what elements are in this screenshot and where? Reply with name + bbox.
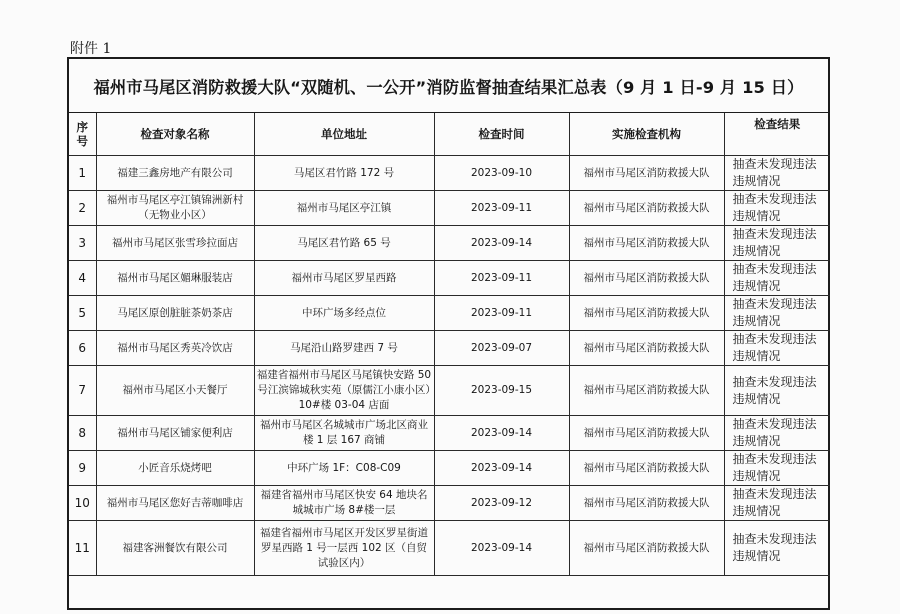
row-name: 福州市马尾区小天餐厅	[96, 366, 254, 416]
header-name: 检查对象名称	[96, 113, 254, 156]
row-result: 抽查未发现违法违规情况	[724, 261, 830, 296]
row-name: 福州市马尾区秀英冷饮店	[96, 331, 254, 366]
row-result: 抽查未发现违法违规情况	[724, 451, 830, 486]
row-time: 2023-09-14	[434, 521, 569, 576]
row-seq: 10	[69, 486, 96, 521]
row-result: 抽查未发现违法违规情况	[724, 486, 830, 521]
table-row	[69, 261, 830, 296]
table-row	[69, 191, 830, 226]
row-agency: 福州市马尾区消防救援大队	[569, 156, 724, 191]
row-seq: 6	[69, 331, 96, 366]
row-address: 中环广场 1F：C08-C09	[254, 451, 434, 486]
row-seq: 7	[69, 366, 96, 416]
row-agency: 福州市马尾区消防救援大队	[569, 366, 724, 416]
row-agency: 福州市马尾区消防救援大队	[569, 261, 724, 296]
row-address: 马尾区君竹路 172 号	[254, 156, 434, 191]
row-time: 2023-09-10	[434, 156, 569, 191]
row-agency: 福州市马尾区消防救援大队	[569, 331, 724, 366]
row-time: 2023-09-11	[434, 296, 569, 331]
row-time: 2023-09-14	[434, 226, 569, 261]
header-seq-line1: 序	[76, 120, 88, 134]
row-address: 福州市马尾区亭江镇	[254, 191, 434, 226]
row-name: 福州市马尾区您好吉蒂咖啡店	[96, 486, 254, 521]
table-row	[69, 366, 830, 416]
row-agency: 福州市马尾区消防救援大队	[569, 416, 724, 451]
table-row	[69, 486, 830, 521]
row-time: 2023-09-12	[434, 486, 569, 521]
row-seq: 1	[69, 156, 96, 191]
row-address: 中环广场多经点位	[254, 296, 434, 331]
attachment-label: 附件 1	[70, 41, 112, 57]
row-seq: 3	[69, 226, 96, 261]
row-agency: 福州市马尾区消防救援大队	[569, 226, 724, 261]
summary-sheet	[67, 57, 830, 610]
row-time: 2023-09-14	[434, 451, 569, 486]
header-address: 单位地址	[254, 113, 434, 156]
row-address: 福州市马尾区罗星西路	[254, 261, 434, 296]
row-seq: 8	[69, 416, 96, 451]
header-seq	[69, 113, 96, 156]
header-seq-line2: 号	[76, 134, 88, 148]
row-seq: 2	[69, 191, 96, 226]
row-address: 福建省福州市马尾区马尾镇快安路 50 号江滨锦城秋实苑（原儒江小康小区）10#楼 03-04 店面	[254, 366, 434, 416]
row-result: 抽查未发现违法违规情况	[724, 226, 830, 261]
row-seq: 5	[69, 296, 96, 331]
row-address: 福建省福州市马尾区开发区罗星街道罗星西路 1 号一层西 102 区（自贸试验区内）	[254, 521, 434, 576]
row-name: 福建客洲餐饮有限公司	[96, 521, 254, 576]
row-result: 抽查未发现违法违规情况	[724, 331, 830, 366]
row-seq: 4	[69, 261, 96, 296]
header-result: 检查结果	[724, 113, 830, 156]
row-result: 抽查未发现违法违规情况	[724, 521, 830, 576]
row-address: 福州市马尾区名城城市广场北区商业楼 1 层 167 商铺	[254, 416, 434, 451]
table-row	[69, 416, 830, 451]
row-address: 马尾区君竹路 65 号	[254, 226, 434, 261]
row-result: 抽查未发现违法违规情况	[724, 416, 830, 451]
row-seq: 11	[69, 521, 96, 576]
row-agency: 福州市马尾区消防救援大队	[569, 521, 724, 576]
table-row	[69, 226, 830, 261]
table-header-row	[69, 113, 830, 156]
row-name: 福建三鑫房地产有限公司	[96, 156, 254, 191]
row-agency: 福州市马尾区消防救援大队	[569, 486, 724, 521]
row-name: 福州市马尾区张雪珍拉面店	[96, 226, 254, 261]
row-name: 福州市马尾区媚琳服装店	[96, 261, 254, 296]
row-result: 抽查未发现违法违规情况	[724, 366, 830, 416]
row-agency: 福州市马尾区消防救援大队	[569, 451, 724, 486]
row-agency: 福州市马尾区消防救援大队	[569, 296, 724, 331]
row-address: 马尾沿山路罗建西 7 号	[254, 331, 434, 366]
row-time: 2023-09-11	[434, 261, 569, 296]
table-row	[69, 451, 830, 486]
row-time: 2023-09-14	[434, 416, 569, 451]
table-row	[69, 521, 830, 576]
row-name: 小匠音乐烧烤吧	[96, 451, 254, 486]
row-result: 抽查未发现违法违规情况	[724, 296, 830, 331]
header-agency: 实施检查机构	[569, 113, 724, 156]
row-name: 马尾区原创脏脏茶奶茶店	[96, 296, 254, 331]
table-row	[69, 331, 830, 366]
row-seq: 9	[69, 451, 96, 486]
header-time: 检查时间	[434, 113, 569, 156]
row-agency: 福州市马尾区消防救援大队	[569, 191, 724, 226]
row-address: 福建省福州市马尾区快安 64 地块名城城市广场 8#楼一层	[254, 486, 434, 521]
document-title: 福州市马尾区消防救援大队“双随机、一公开”消防监督抽查结果汇总表（9 月 1 日-9 月 15 日）	[69, 59, 828, 113]
table-row	[69, 156, 830, 191]
inspection-results-table	[69, 113, 830, 576]
row-name: 福州市马尾区亭江镇锦洲新村（无物业小区）	[96, 191, 254, 226]
table-row	[69, 296, 830, 331]
row-time: 2023-09-07	[434, 331, 569, 366]
row-result: 抽查未发现违法违规情况	[724, 191, 830, 226]
row-time: 2023-09-15	[434, 366, 569, 416]
row-name: 福州市马尾区铺家便利店	[96, 416, 254, 451]
row-time: 2023-09-11	[434, 191, 569, 226]
row-result: 抽查未发现违法违规情况	[724, 156, 830, 191]
